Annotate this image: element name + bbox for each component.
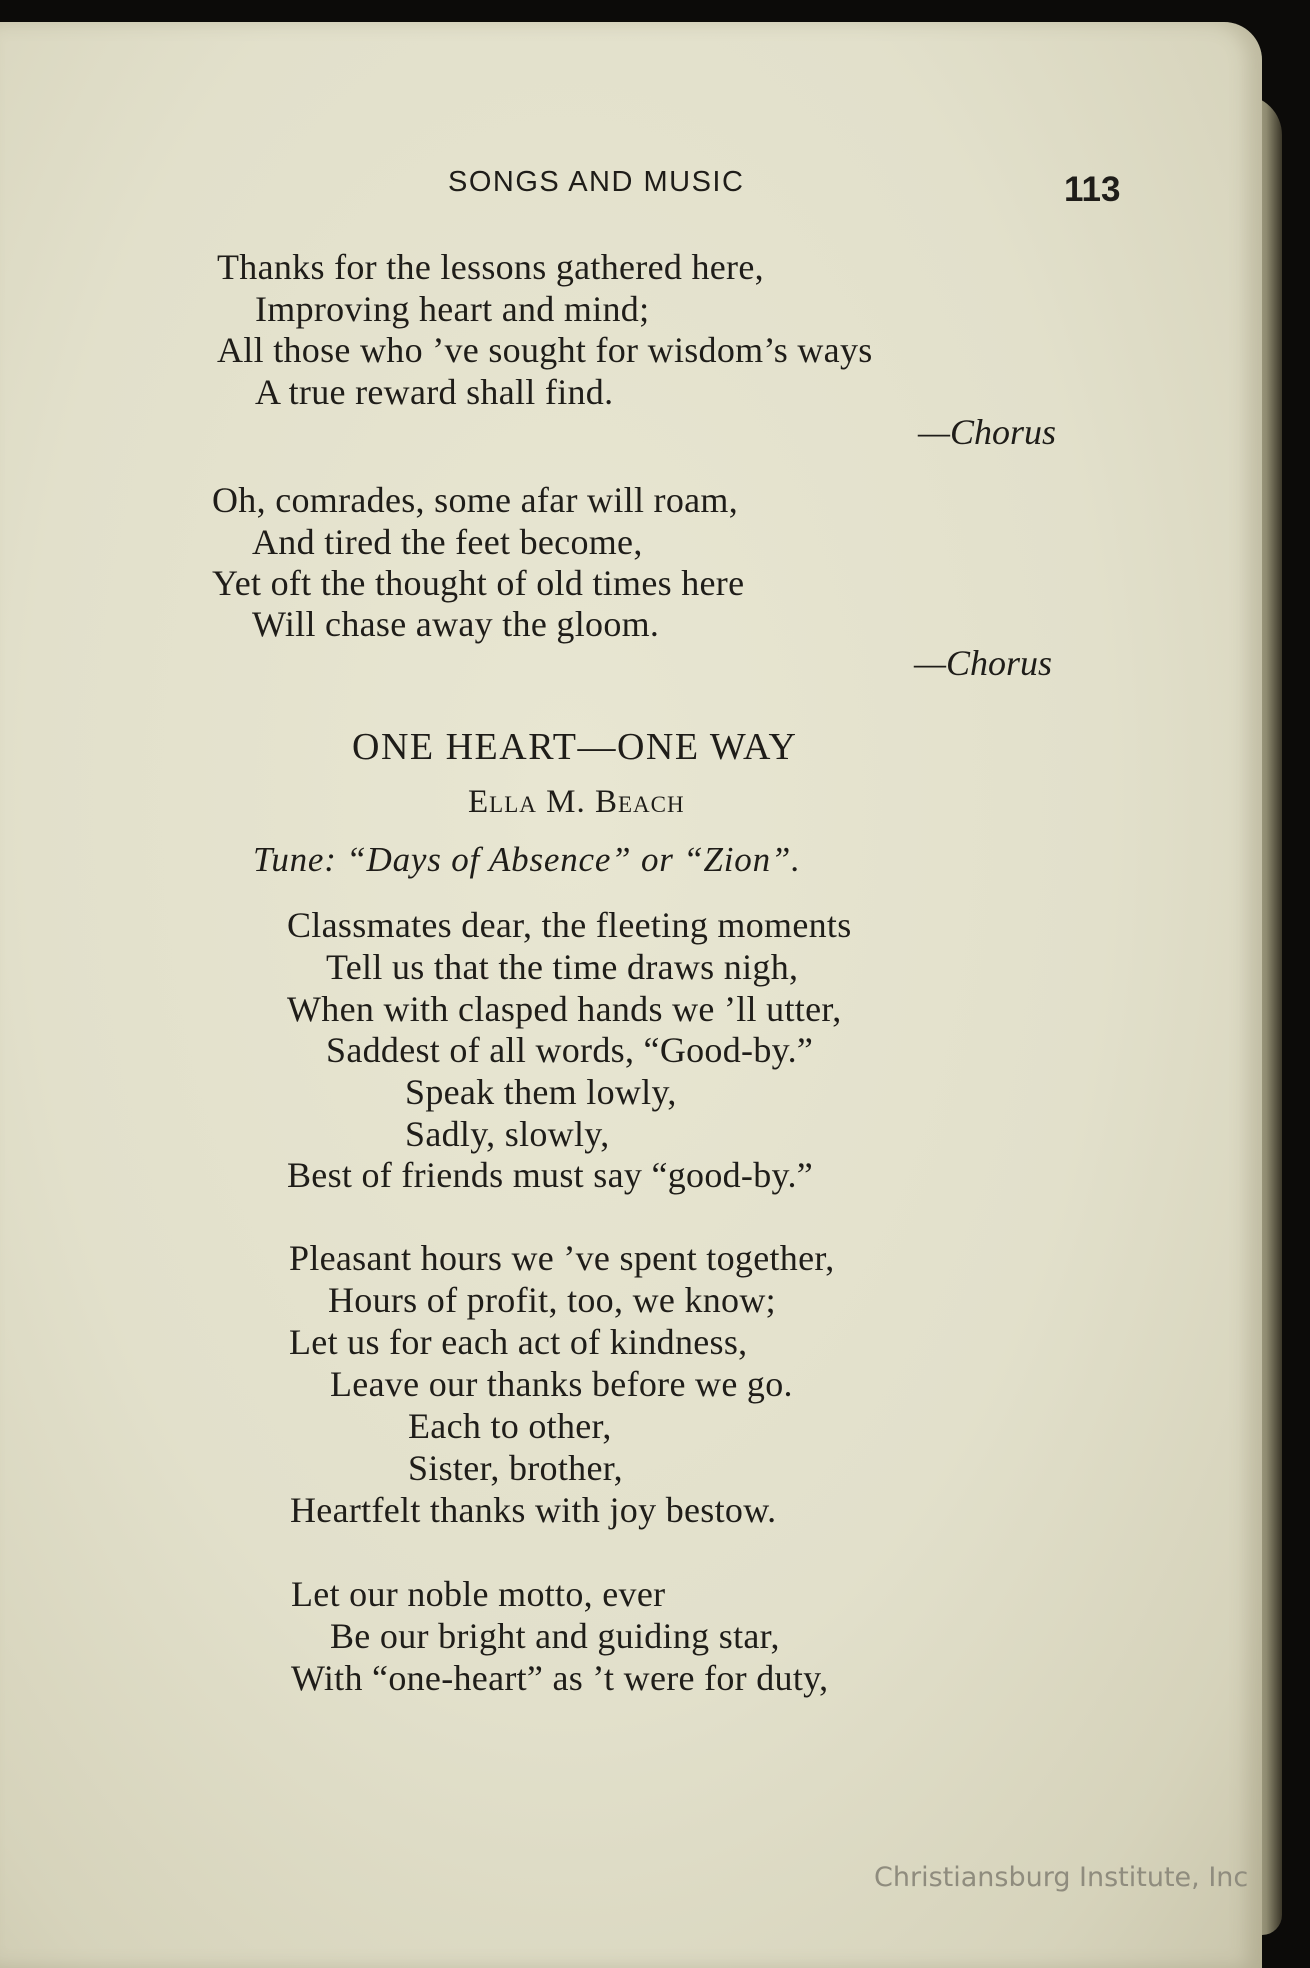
verse-line: Will chase away the gloom. — [252, 604, 660, 644]
verse-line: Saddest of all words, “Good-by.” — [326, 1030, 814, 1070]
verse-line: Sister, brother, — [408, 1448, 623, 1488]
verse-line: Tell us that the time draws nigh, — [326, 947, 799, 987]
verse-line: A true reward shall find. — [255, 372, 614, 412]
verse-line: Be our bright and guiding star, — [330, 1616, 780, 1656]
watermark: Christiansburg Institute, Inc — [874, 1862, 1249, 1893]
verse-line: Each to other, — [408, 1406, 612, 1446]
chorus-marker: —Chorus — [918, 412, 1057, 452]
verse-line: When with clasped hands we ’ll utter, — [287, 989, 842, 1029]
verse-line: Leave our thanks before we go. — [330, 1364, 793, 1404]
verse-line: Hours of profit, too, we know; — [328, 1280, 776, 1320]
running-header: SONGS AND MUSIC — [448, 166, 745, 198]
verse-line: Best of friends must say “good-by.” — [287, 1155, 814, 1195]
song-title: ONE HEART—ONE WAY — [352, 726, 798, 768]
verse-line: And tired the feet become, — [252, 522, 643, 562]
verse-line: Let us for each act of kindness, — [289, 1322, 748, 1362]
verse-line: All those who ’ve sought for wisdom’s ways — [217, 330, 873, 370]
verse-line: Sadly, slowly, — [405, 1114, 610, 1154]
verse-line: Let our noble motto, ever — [291, 1574, 666, 1614]
verse-line: Pleasant hours we ’ve spent together, — [289, 1238, 835, 1278]
song-tune: Tune: “Days of Absence” or “Zion”. — [253, 840, 801, 879]
verse-line: Classmates dear, the fleeting moments — [287, 905, 852, 945]
song-author: Ella M. Beach — [468, 784, 685, 820]
verse-line: Thanks for the lessons gathered here, — [217, 247, 764, 287]
verse-line: Improving heart and mind; — [255, 289, 650, 329]
verse-line: Oh, comrades, some afar will roam, — [212, 480, 739, 520]
chorus-marker: —Chorus — [914, 643, 1053, 683]
verse-line: Yet oft the thought of old times here — [212, 563, 745, 603]
verse-line: With “one-heart” as ’t were for duty, — [291, 1658, 829, 1698]
verse-line: Heartfelt thanks with joy bestow. — [290, 1490, 777, 1530]
verse-line: Speak them lowly, — [405, 1072, 677, 1112]
page-number: 113 — [1064, 170, 1121, 209]
